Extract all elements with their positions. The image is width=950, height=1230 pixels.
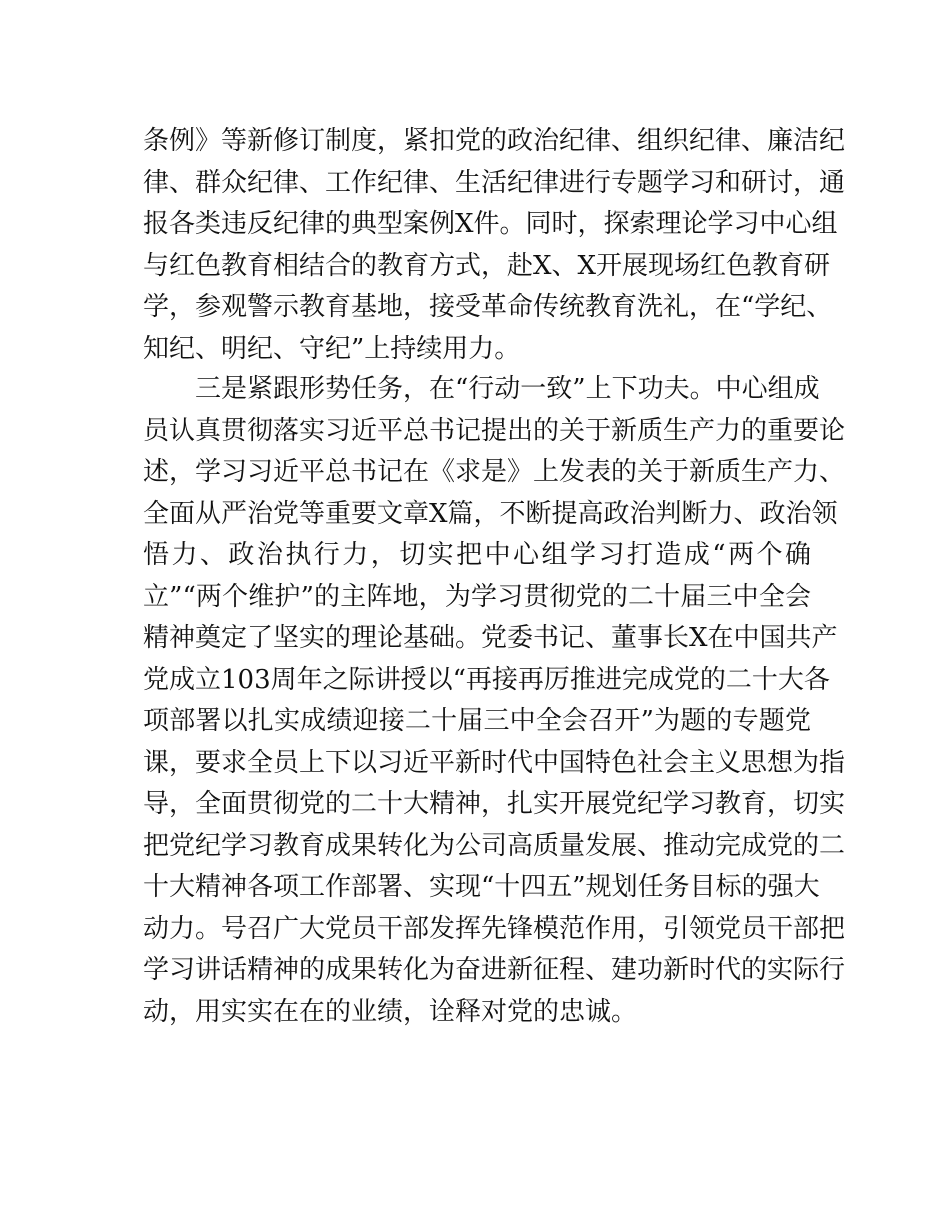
text-line: 导，全面贯彻党的二十大精神，扎实开展党纪学习教育，切实 (143, 789, 846, 819)
text-line: 律、群众纪律、工作纪律、生活纪律进行专题学习和研讨，通 (143, 167, 846, 198)
text-line: 报各类违反纪律的典型案例X件。同时，探索理论学习中心组 (143, 209, 838, 239)
text-line: 学习讲话精神的成果转化为奋进新征程、建功新时代的实际行 (143, 955, 846, 985)
text-line: 全面从严治党等重要文章X篇，不断提高政治判断力、政治领 (143, 498, 838, 529)
text-line: 把党纪学习教育成果转化为公司高质量发展、推动完成党的二 (143, 830, 846, 861)
text-line: 悟力、政治执行力，切实把中心组学习打造成“两个确 (143, 540, 811, 570)
text-line: 动力。号召广大党员干部发挥先锋模范作用，引领党员干部把 (143, 913, 846, 944)
text-line: 与红色教育相结合的教育方式，赴X、X开展现场红色教育研 (143, 250, 831, 281)
paragraph-discipline-study (143, 121, 846, 370)
text-line: 党成立103周年之际讲授以“再接再厉推进完成党的二十大各 (143, 664, 830, 695)
text-line: 课，要求全员上下以习近平新时代中国特色社会主义思想为指 (143, 747, 846, 778)
text-line: 十大精神各项工作部署、实现“十四五”规划任务目标的强大 (143, 872, 820, 902)
text-line: 述，学习习近平总书记在《求是》上发表的关于新质生产力、 (143, 457, 846, 487)
text-line: 精神奠定了坚实的理论基础。党委书记、董事长X在中国共产 (143, 623, 838, 653)
text-line: 条例》等新修订制度，紧扣党的政治纪律、组织纪律、廉洁纪 (143, 126, 846, 156)
text-line: 立”“两个维护”的主阵地，为学习贯彻党的二十届三中全会 (143, 581, 811, 612)
text-line: 项部署以扎实成绩迎接二十届三中全会召开”为题的专题党 (143, 706, 811, 736)
text-line: 员认真贯彻落实习近平总书记提出的关于新质生产力的重要论 (143, 415, 846, 446)
text-line: 三是紧跟形势任务，在“行动一致”上下功夫。中心组成 (143, 374, 820, 404)
text-line: 动，用实实在在的业绩，诠释对党的忠诚。 (143, 996, 638, 1027)
text-line: 知纪、明纪、守纪”上持续用力。 (143, 333, 521, 364)
paragraph-action-consistency (143, 369, 846, 1033)
text-line: 学，参观警示教育基地，接受革命传统教育洗礼，在“学纪、 (143, 292, 833, 322)
